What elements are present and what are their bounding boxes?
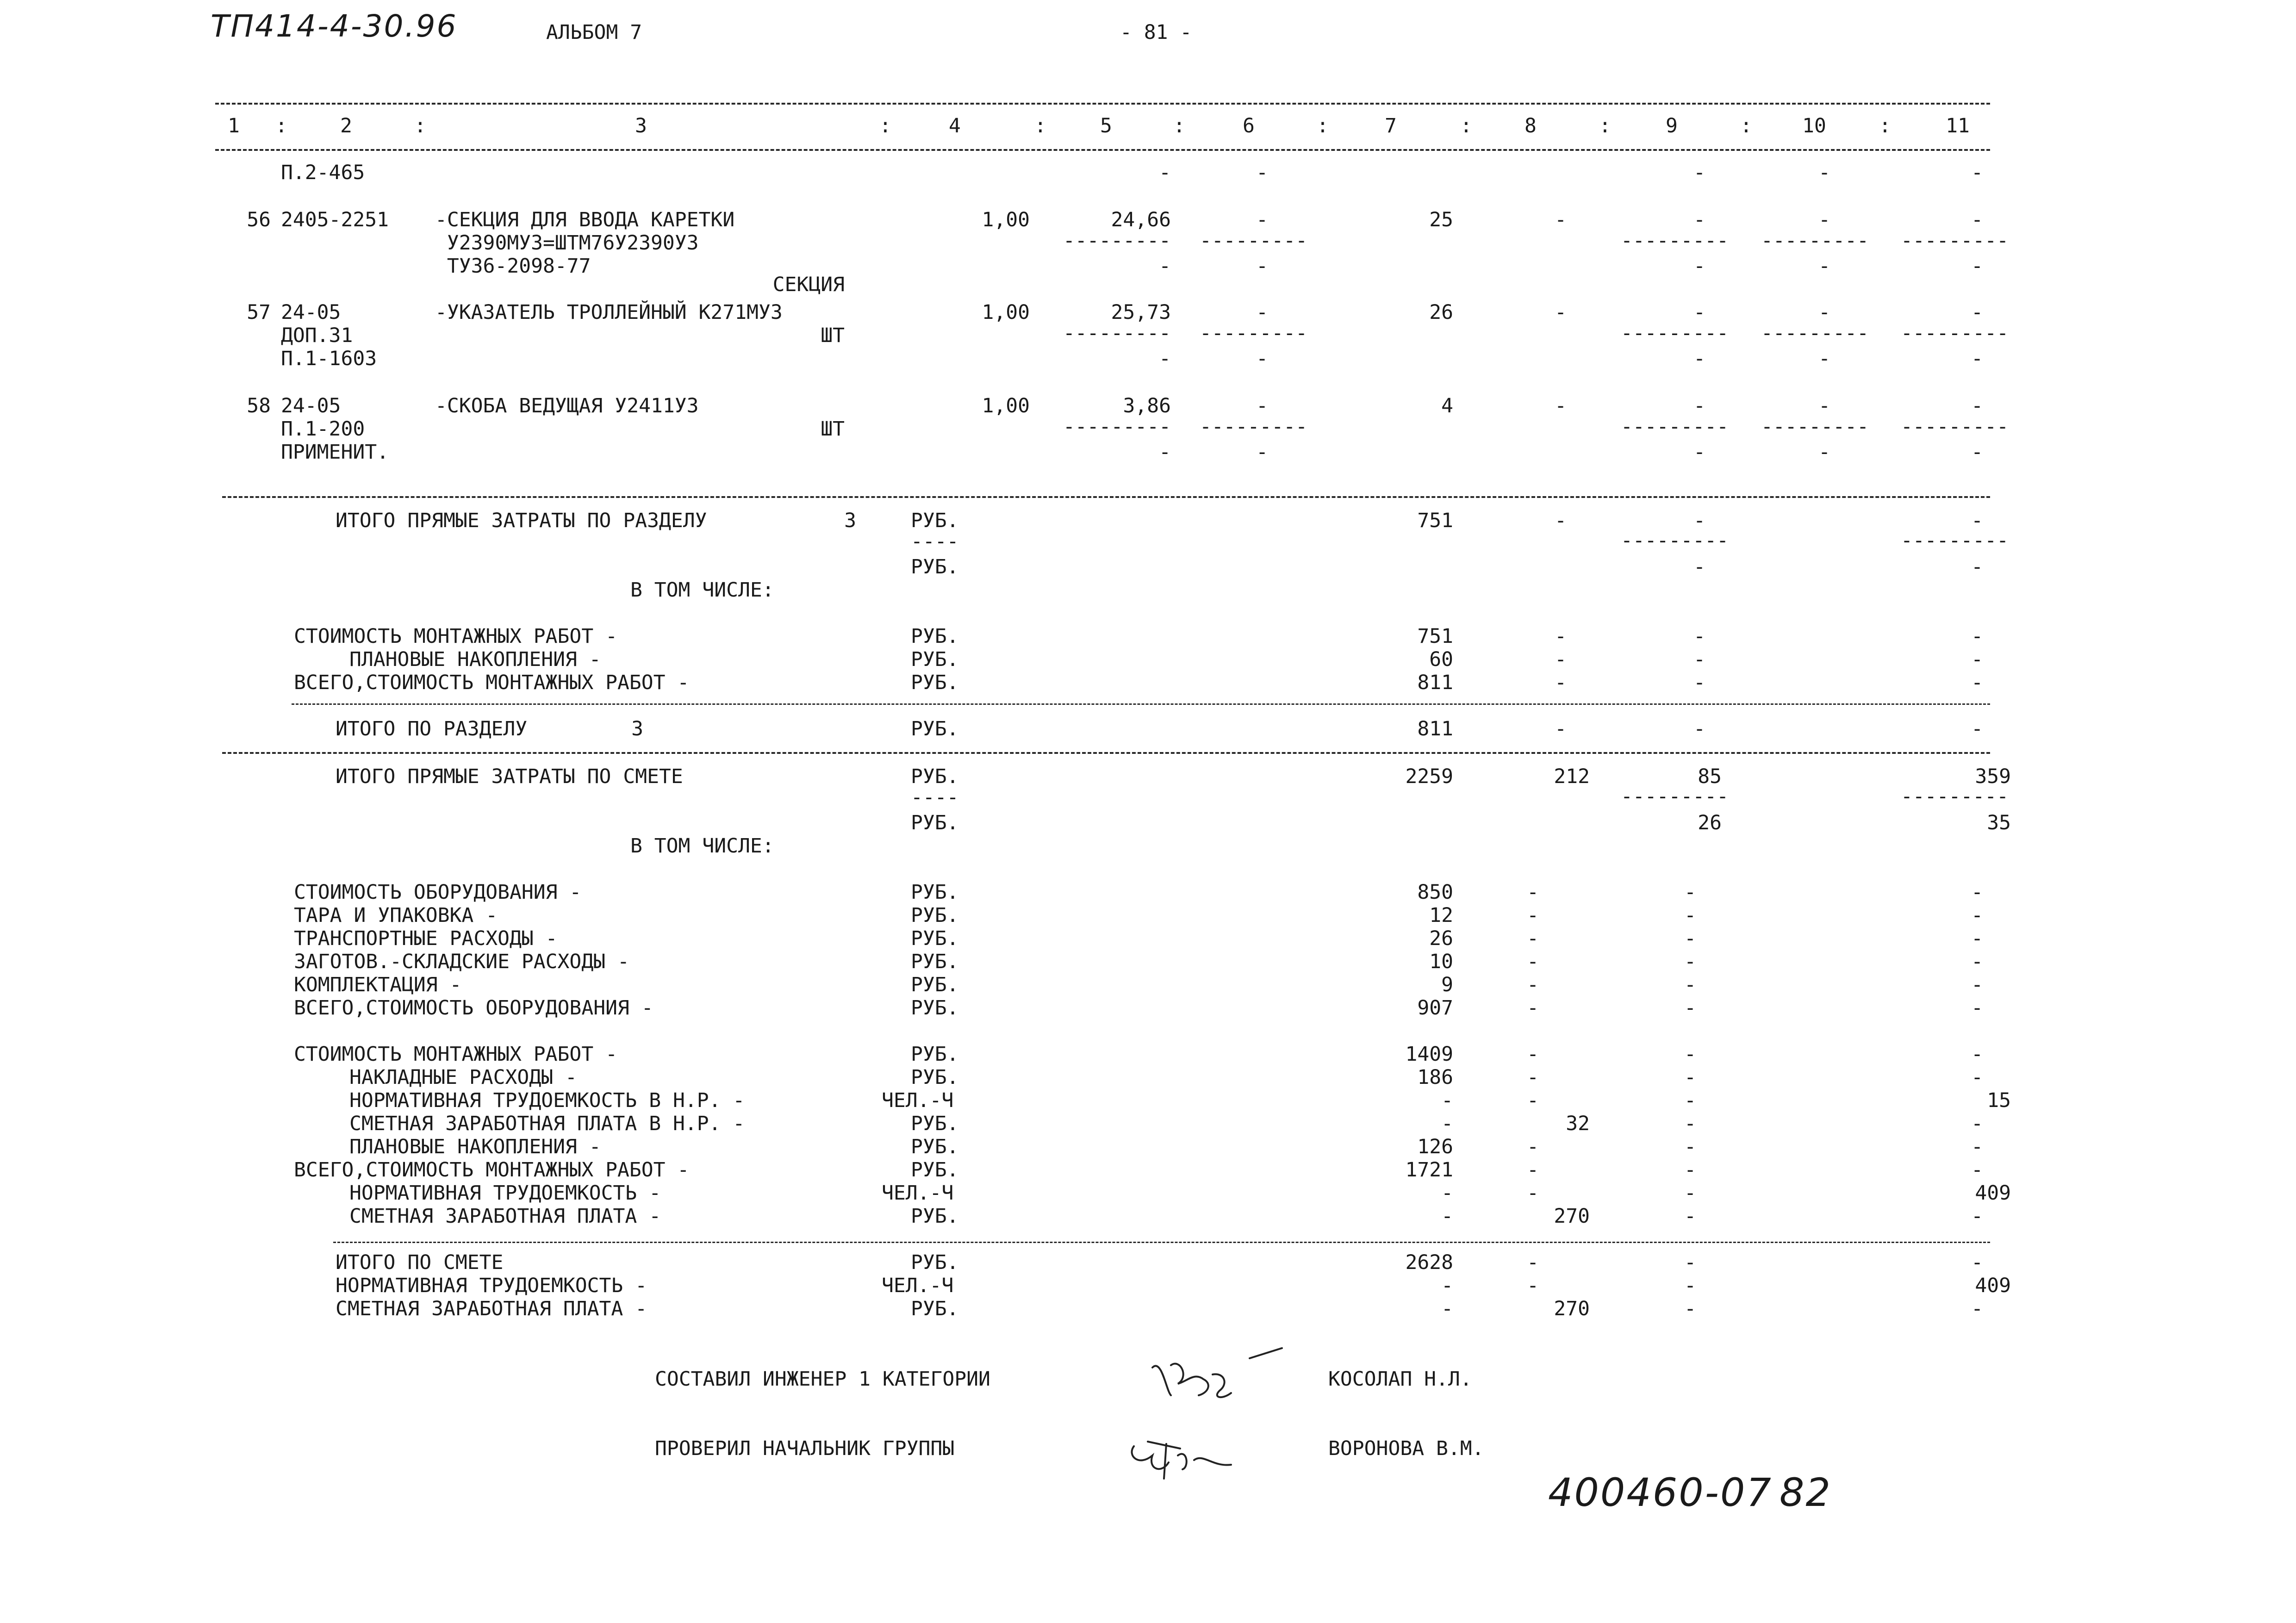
summary-c9: - — [1693, 671, 1705, 694]
cell-rule-c6: --------- — [1200, 415, 1307, 438]
estimate-direct-low-c9: 26 — [1698, 811, 1722, 834]
summary-c11: - — [1971, 904, 1983, 927]
unit: ЧЕЛ.-Ч — [882, 1089, 954, 1112]
summary-c8: - — [1527, 973, 1539, 996]
rule-c11: --------- — [1901, 785, 2009, 808]
unit: РУБ. — [911, 1297, 959, 1320]
column-separator: : — [1034, 114, 1046, 137]
cell-c6: - — [1256, 394, 1268, 417]
column-separator: : — [1879, 114, 1891, 137]
cell-rule-c9: --------- — [1621, 229, 1729, 252]
cell-lower-c5: - — [1159, 441, 1171, 464]
rule-c11: --------- — [1901, 529, 2009, 552]
summary-c8: - — [1527, 1181, 1539, 1205]
estimate-direct-label: ИТОГО ПРЯМЫЕ ЗАТРАТЫ ПО СМЕТЕ — [336, 765, 683, 788]
item-code: П.1-1603 — [281, 347, 377, 370]
unit: РУБ. — [911, 881, 959, 904]
item-unit: СЕКЦИЯ — [772, 273, 845, 296]
item-number: 58 — [247, 394, 271, 417]
summary-label: ТАРА И УПАКОВКА - — [294, 904, 498, 927]
summary-c9: - — [1684, 1112, 1696, 1135]
summary-c11: - — [1971, 927, 1983, 950]
summary-c7: 1721 — [1405, 1158, 1453, 1181]
cell-lower-c10: - — [1818, 161, 1830, 184]
summary-label: ВСЕГО,СТОИМОСТЬ МОНТАЖНЫХ РАБОТ - — [294, 1158, 690, 1181]
item-unit: ШТ — [821, 324, 845, 347]
section-total-label: ИТОГО ПО РАЗДЕЛУ — [336, 717, 528, 740]
checked-by-role: ПРОВЕРИЛ НАЧАЛЬНИК ГРУППЫ — [655, 1437, 955, 1460]
item-name: -СЕКЦИЯ ДЛЯ ВВОДА КАРЕТКИ — [435, 208, 735, 231]
unit: РУБ. — [911, 1158, 959, 1181]
unit: РУБ. — [911, 625, 959, 648]
item-number: 56 — [247, 208, 271, 231]
including-label: В ТОМ ЧИСЛЕ: — [630, 578, 774, 602]
summary-c7: 26 — [1429, 927, 1453, 950]
item-number: 57 — [247, 301, 271, 324]
summary-c8: 270 — [1554, 1297, 1590, 1320]
summary-c7: - — [1441, 1297, 1453, 1320]
unit: РУБ. — [911, 904, 959, 927]
item-code: П.2-465 — [281, 161, 365, 184]
cell-lower-c11: - — [1971, 255, 1983, 278]
section-total-c7: 811 — [1417, 717, 1453, 740]
summary-c8: - — [1527, 1066, 1539, 1089]
column-number: 2 — [340, 114, 352, 137]
rule-before-section-total-2 — [292, 703, 1990, 705]
unit: РУБ. — [911, 671, 959, 694]
summary-c9: - — [1684, 1297, 1696, 1320]
summary-c7: - — [1441, 1205, 1453, 1228]
summary-c7: 12 — [1429, 904, 1453, 927]
summary-c8: - — [1527, 1089, 1539, 1112]
column-separator: : — [1599, 114, 1611, 137]
column-separator: : — [1460, 114, 1472, 137]
section-total-c8: - — [1555, 717, 1567, 740]
summary-c11: - — [1971, 1066, 1983, 1089]
cell-c11: - — [1971, 208, 1983, 231]
summary-c9: - — [1693, 648, 1705, 671]
summary-c9: - — [1684, 1066, 1696, 1089]
cell-c7: 26 — [1429, 301, 1453, 324]
section-direct-low-c9: - — [1693, 555, 1705, 578]
summary-c7: 186 — [1417, 1066, 1453, 1089]
summary-label: НОРМАТИВНАЯ ТРУДОЕМКОСТЬ - — [349, 1181, 661, 1205]
summary-c7: 1409 — [1405, 1043, 1453, 1066]
rule-c9: --------- — [1621, 785, 1729, 808]
cell-lower-c6: - — [1256, 347, 1268, 370]
cell-c8: - — [1555, 301, 1567, 324]
cell-rule-c11: --------- — [1901, 415, 2009, 438]
section-direct-low-c11: - — [1971, 555, 1983, 578]
cell-rule-c9: --------- — [1621, 322, 1729, 345]
compiled-by-role: СОСТАВИЛ ИНЖЕНЕР 1 КАТЕГОРИИ — [655, 1368, 990, 1391]
cell-lower-c10: - — [1818, 441, 1830, 464]
summary-c11: - — [1971, 1205, 1983, 1228]
column-number: 4 — [949, 114, 961, 137]
summary-c8: - — [1527, 927, 1539, 950]
cell-lower-c11: - — [1971, 161, 1983, 184]
cell-rule-c11: --------- — [1901, 229, 2009, 252]
item-code: ПРИМЕНИТ. — [281, 441, 389, 464]
cell-lower-c6: - — [1256, 441, 1268, 464]
summary-c8: - — [1527, 1251, 1539, 1274]
doc-code: ТП414-4-30.96 — [211, 8, 458, 44]
unit: РУБ. — [911, 1205, 959, 1228]
unit: РУБ. — [911, 1043, 959, 1066]
column-separator: : — [1740, 114, 1752, 137]
checked-by-name: ВОРОНОВА В.М. — [1328, 1437, 1484, 1460]
cell-lower-c11: - — [1971, 347, 1983, 370]
page-number: - 81 - — [1120, 21, 1192, 44]
section-number: 3 — [631, 717, 643, 740]
cell-rule-c11: --------- — [1901, 322, 2009, 345]
cell-c9: - — [1693, 208, 1705, 231]
summary-label: СТОИМОСТЬ МОНТАЖНЫХ РАБОТ - — [294, 1043, 617, 1066]
section-total-c9: - — [1693, 717, 1705, 740]
archive-number: 400460-07 — [1548, 1470, 1773, 1515]
unit: ЧЕЛ.-Ч — [882, 1274, 954, 1297]
summary-c9: - — [1684, 1158, 1696, 1181]
cell-c10: - — [1818, 394, 1830, 417]
unit: РУБ. — [911, 648, 959, 671]
summary-c9: - — [1684, 950, 1696, 973]
summary-c11: - — [1971, 671, 1983, 694]
summary-c8: - — [1527, 1043, 1539, 1066]
cell-rule-c6: --------- — [1200, 229, 1307, 252]
cell-c5: 24,66 — [1111, 208, 1171, 231]
cell-lower-c9: - — [1693, 441, 1705, 464]
cell-c6: - — [1256, 208, 1268, 231]
cell-c8: - — [1555, 394, 1567, 417]
summary-c7: 126 — [1417, 1135, 1453, 1158]
summary-label: СМЕТНАЯ ЗАРАБОТНАЯ ПЛАТА - — [349, 1205, 661, 1228]
summary-c9: - — [1684, 996, 1696, 1020]
signature-checked — [1120, 1423, 1240, 1492]
summary-c11: - — [1971, 625, 1983, 648]
unit: РУБ. — [911, 1112, 959, 1135]
section-number: 3 — [844, 509, 856, 532]
column-number: 11 — [1946, 114, 1970, 137]
rule-header-bottom — [215, 149, 1990, 151]
cell-qty: 1,00 — [982, 208, 1030, 231]
summary-label: НОРМАТИВНАЯ ТРУДОЕМКОСТЬ В Н.Р. - — [349, 1089, 745, 1112]
rule-before-section-total — [222, 496, 1990, 498]
summary-c7: - — [1441, 1089, 1453, 1112]
section-direct-c11: - — [1971, 509, 1983, 532]
unit: РУБ. — [911, 1066, 959, 1089]
summary-c7: 907 — [1417, 996, 1453, 1020]
item-code: 24-05 — [281, 394, 341, 417]
section-direct-c7: 751 — [1417, 509, 1453, 532]
unit: РУБ. — [911, 927, 959, 950]
column-number: 5 — [1100, 114, 1112, 137]
summary-c9: - — [1684, 1135, 1696, 1158]
cell-c8: - — [1555, 208, 1567, 231]
summary-c11: - — [1971, 881, 1983, 904]
estimate-direct-low-c11: 35 — [1987, 811, 2011, 834]
column-separator: : — [414, 114, 426, 137]
cell-c11: - — [1971, 394, 1983, 417]
cell-lower-c11: - — [1971, 441, 1983, 464]
rule-before-totals — [333, 1242, 1990, 1243]
including-label: В ТОМ ЧИСЛЕ: — [630, 834, 774, 858]
column-number: 8 — [1524, 114, 1537, 137]
cell-lower-c10: - — [1818, 255, 1830, 278]
summary-c9: - — [1693, 625, 1705, 648]
estimate-direct-c11: 359 — [1975, 765, 2011, 788]
summary-c7: 850 — [1417, 881, 1453, 904]
unit: ЧЕЛ.-Ч — [882, 1181, 954, 1205]
summary-c9: - — [1684, 904, 1696, 927]
cell-c9: - — [1693, 394, 1705, 417]
cell-lower-c5: - — [1159, 161, 1171, 184]
summary-c11: 409 — [1975, 1274, 2011, 1297]
summary-label: СМЕТНАЯ ЗАРАБОТНАЯ ПЛАТА В Н.Р. - — [349, 1112, 745, 1135]
summary-label: ЗАГОТОВ.-СКЛАДСКИЕ РАСХОДЫ - — [294, 950, 629, 973]
cell-rule-c5: --------- — [1063, 415, 1171, 438]
summary-c11: - — [1971, 973, 1983, 996]
cell-rule-c10: --------- — [1761, 322, 1869, 345]
summary-label: ПЛАНОВЫЕ НАКОПЛЕНИЯ - — [349, 1135, 601, 1158]
summary-label: СТОИМОСТЬ ОБОРУДОВАНИЯ - — [294, 881, 582, 904]
item-name: У2390МУЗ=ШТМ76У2390УЗ — [435, 231, 699, 255]
unit: РУБ. — [911, 1135, 959, 1158]
summary-c9: - — [1684, 1043, 1696, 1066]
column-separator: : — [879, 114, 891, 137]
column-separator: : — [275, 114, 287, 137]
summary-c11: - — [1971, 996, 1983, 1020]
summary-label: ВСЕГО,СТОИМОСТЬ МОНТАЖНЫХ РАБОТ - — [294, 671, 690, 694]
column-number: 10 — [1802, 114, 1826, 137]
cell-lower-c9: - — [1693, 347, 1705, 370]
cell-lower-c6: - — [1256, 255, 1268, 278]
summary-c7: - — [1441, 1181, 1453, 1205]
estimate-direct-c9: 85 — [1698, 765, 1722, 788]
unit: РУБ. — [911, 765, 959, 788]
section-total-c11: - — [1971, 717, 1983, 740]
item-unit: ШТ — [821, 417, 845, 441]
summary-c7: - — [1441, 1274, 1453, 1297]
compiled-by-name: КОСОЛАП Н.Л. — [1328, 1368, 1472, 1391]
cell-lower-c10: - — [1818, 347, 1830, 370]
item-name: -СКОБА ВЕДУЩАЯ У2411УЗ — [435, 394, 699, 417]
summary-c7: 10 — [1429, 950, 1453, 973]
cell-c6: - — [1256, 301, 1268, 324]
summary-label: ИТОГО ПО СМЕТЕ — [336, 1251, 504, 1274]
summary-c9: - — [1684, 1251, 1696, 1274]
summary-c11: - — [1971, 1251, 1983, 1274]
cell-c10: - — [1818, 301, 1830, 324]
summary-c7: 811 — [1417, 671, 1453, 694]
summary-c8: - — [1555, 648, 1567, 671]
rule-c9: --------- — [1621, 529, 1729, 552]
summary-label: НОРМАТИВНАЯ ТРУДОЕМКОСТЬ - — [336, 1274, 647, 1297]
album-label: АЛЬБОМ 7 — [546, 21, 642, 44]
summary-c9: - — [1684, 1274, 1696, 1297]
item-name: ТУ36-2098-77 — [435, 255, 591, 278]
cell-c9: - — [1693, 301, 1705, 324]
rule-before-estimate — [222, 752, 1990, 754]
unit: РУБ. — [911, 973, 959, 996]
cell-rule-c10: --------- — [1761, 415, 1869, 438]
summary-c11: - — [1971, 950, 1983, 973]
column-number: 9 — [1666, 114, 1678, 137]
estimate-direct-c8: 212 — [1554, 765, 1590, 788]
summary-c11: - — [1971, 1297, 1983, 1320]
item-code: 24-05 — [281, 301, 341, 324]
section-direct-c8: - — [1555, 509, 1567, 532]
summary-c7: 2628 — [1405, 1251, 1453, 1274]
item-name: -УКАЗАТЕЛЬ ТРОЛЛЕЙНЫЙ К271МУЗ — [435, 301, 783, 324]
section-direct-label: ИТОГО ПРЯМЫЕ ЗАТРАТЫ ПО РАЗДЕЛУ — [336, 509, 707, 532]
signature-compiled — [1143, 1340, 1296, 1405]
summary-c9: - — [1684, 927, 1696, 950]
summary-c8: - — [1527, 1274, 1539, 1297]
rule-top — [215, 103, 1990, 105]
cell-rule-c5: --------- — [1063, 229, 1171, 252]
summary-c8: - — [1527, 1135, 1539, 1158]
column-number: 6 — [1243, 114, 1255, 137]
summary-c9: - — [1684, 1205, 1696, 1228]
summary-c8: - — [1555, 671, 1567, 694]
cell-rule-c5: --------- — [1063, 322, 1171, 345]
summary-c8: - — [1555, 625, 1567, 648]
cell-rule-c10: --------- — [1761, 229, 1869, 252]
cell-c11: - — [1971, 301, 1983, 324]
summary-c7: 60 — [1429, 648, 1453, 671]
column-separator: : — [1173, 114, 1185, 137]
sheet-number: 82 — [1780, 1470, 1832, 1515]
item-code: П.1-200 — [281, 417, 365, 441]
summary-c8: 270 — [1554, 1205, 1590, 1228]
summary-c11: - — [1971, 1158, 1983, 1181]
summary-c8: - — [1527, 904, 1539, 927]
item-code: ДОП.31 — [281, 324, 353, 347]
summary-c11: 409 — [1975, 1181, 2011, 1205]
cell-c5: 3,86 — [1123, 394, 1171, 417]
summary-label: ПЛАНОВЫЕ НАКОПЛЕНИЯ - — [349, 648, 601, 671]
summary-c9: - — [1684, 1089, 1696, 1112]
cell-c7: 4 — [1441, 394, 1453, 417]
unit: РУБ. — [911, 950, 959, 973]
summary-c9: - — [1684, 881, 1696, 904]
unit: РУБ. — [911, 1251, 959, 1274]
cell-c7: 25 — [1429, 208, 1453, 231]
cell-rule-c6: --------- — [1200, 322, 1307, 345]
summary-label: ТРАНСПОРТНЫЕ РАСХОДЫ - — [294, 927, 558, 950]
column-separator: : — [1317, 114, 1329, 137]
summary-c8: - — [1527, 881, 1539, 904]
cell-lower-c9: - — [1693, 161, 1705, 184]
column-number: 7 — [1385, 114, 1397, 137]
summary-label: СТОИМОСТЬ МОНТАЖНЫХ РАБОТ - — [294, 625, 617, 648]
cell-c10: - — [1818, 208, 1830, 231]
section-direct-c9: - — [1693, 509, 1705, 532]
summary-c11: 15 — [1987, 1089, 2011, 1112]
summary-c8: - — [1527, 996, 1539, 1020]
summary-c11: - — [1971, 1135, 1983, 1158]
column-number: 1 — [228, 114, 240, 137]
cell-lower-c5: - — [1159, 347, 1171, 370]
unit: РУБ. — [911, 996, 959, 1020]
summary-c7: 751 — [1417, 625, 1453, 648]
unit-rule: ---- — [911, 786, 959, 809]
cell-lower-c6: - — [1256, 161, 1268, 184]
summary-c11: - — [1971, 1112, 1983, 1135]
summary-c9: - — [1684, 1181, 1696, 1205]
summary-c8: - — [1527, 950, 1539, 973]
cell-qty: 1,00 — [982, 394, 1030, 417]
unit: РУБ. — [911, 717, 959, 740]
unit: РУБ. — [911, 811, 959, 834]
summary-c8: - — [1527, 1158, 1539, 1181]
summary-c7: - — [1441, 1112, 1453, 1135]
item-code: 2405-2251 — [281, 208, 389, 231]
cell-lower-c9: - — [1693, 255, 1705, 278]
estimate-direct-c7: 2259 — [1405, 765, 1453, 788]
cell-lower-c5: - — [1159, 255, 1171, 278]
summary-label: СМЕТНАЯ ЗАРАБОТНАЯ ПЛАТА - — [336, 1297, 647, 1320]
summary-c8: 32 — [1566, 1112, 1590, 1135]
summary-c7: 9 — [1441, 973, 1453, 996]
summary-c9: - — [1684, 973, 1696, 996]
column-number: 3 — [635, 114, 647, 137]
summary-label: НАКЛАДНЫЕ РАСХОДЫ - — [349, 1066, 577, 1089]
unit: РУБ. — [911, 509, 959, 532]
summary-label: ВСЕГО,СТОИМОСТЬ ОБОРУДОВАНИЯ - — [294, 996, 653, 1020]
summary-c11: - — [1971, 648, 1983, 671]
cell-rule-c9: --------- — [1621, 415, 1729, 438]
summary-c11: - — [1971, 1043, 1983, 1066]
summary-label: КОМПЛЕКТАЦИЯ - — [294, 973, 462, 996]
cell-c5: 25,73 — [1111, 301, 1171, 324]
unit: РУБ. — [911, 555, 959, 578]
cell-qty: 1,00 — [982, 301, 1030, 324]
unit-rule: ---- — [911, 530, 959, 553]
